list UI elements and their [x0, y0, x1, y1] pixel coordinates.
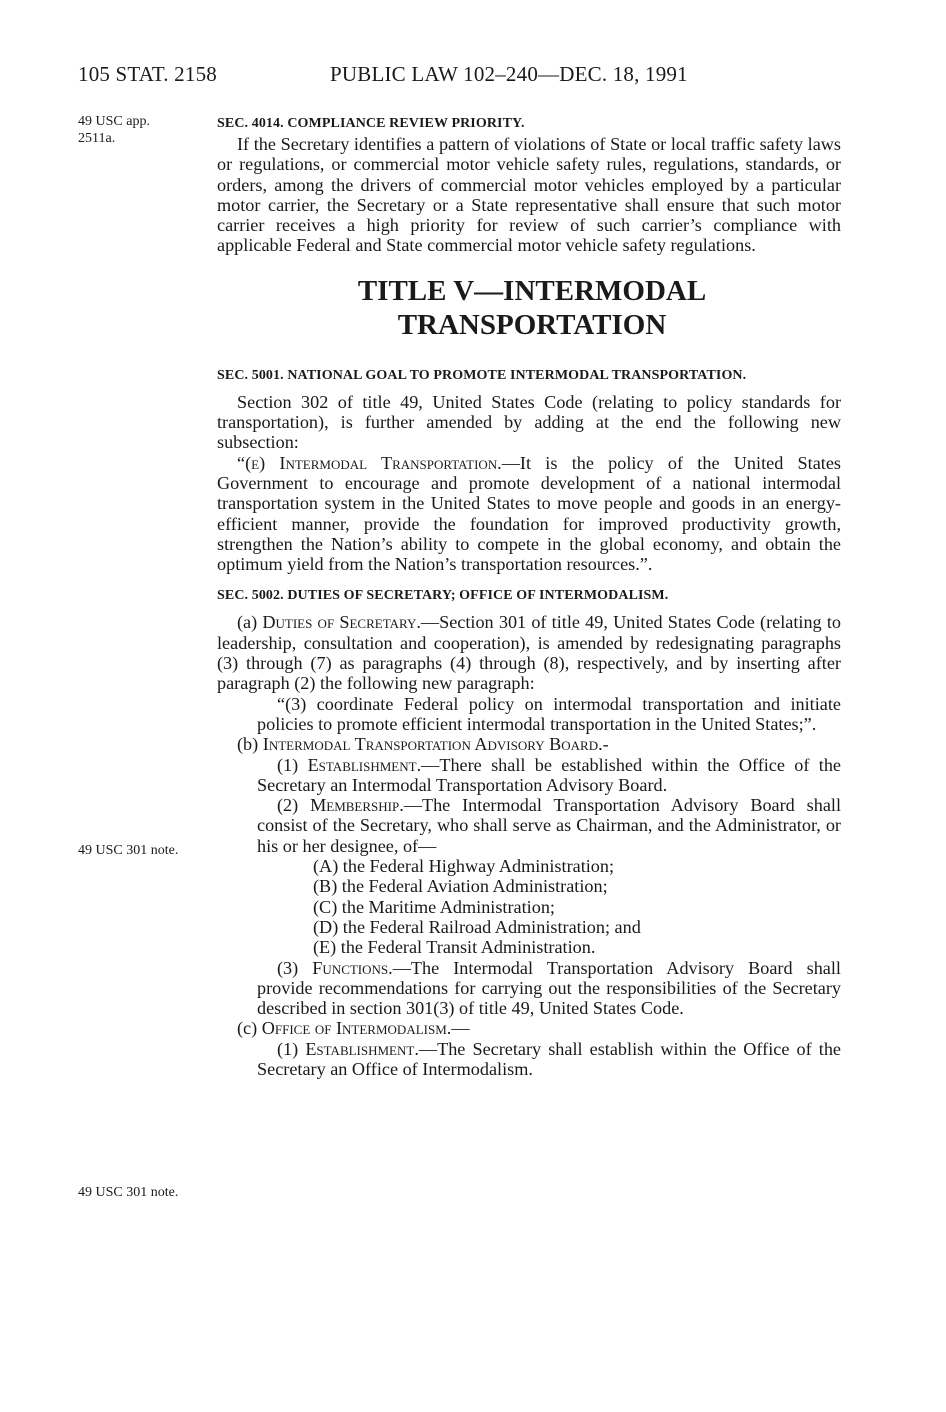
- paragraph-a3-text: “(3) coordinate Federal policy on intermodal transportation and initiate policies to promote efficient intermodal transportation in the United States;”.: [257, 693, 841, 734]
- paragraph-b3-label: Functions.: [312, 957, 393, 978]
- subsection-b-prefix: (b): [237, 734, 263, 755]
- subsection-c-suffix: —: [451, 1018, 470, 1039]
- subsection-c-prefix: (c): [237, 1018, 262, 1039]
- subsection-a-body: —Section 301 of title 49, United States Code (relating to leadership, consultation and cooperation), is amended by redesignating paragraphs (3) through (7) as paragraphs (4) through (8), respectively, and by inserting after paragraph (2) the following new paragraph:: [217, 612, 842, 694]
- list-item: (C) the Maritime Administration;: [313, 896, 555, 917]
- section-4014-text: If the Secretary identifies a pattern of violations of State or local traffic safety laws or regulations, or commercial motor vehicle safety rules, regulations, standards, or orders, among the drivers of commercial motor vehicles employed by a particular motor carrier, the Secretary or a State representative shall ensure that such motor carrier receives a high priority for review of such carrier’s compliance with applicable Federal and State commercial motor vehicle safety regulations.: [217, 134, 841, 256]
- section-4014-heading: SEC. 4014. COMPLIANCE REVIEW PRIORITY.: [217, 116, 525, 131]
- subsection-b-label: Intermodal Transportation Advisory Board.: [262, 734, 603, 755]
- paragraph-b3-text: [257, 958, 841, 1019]
- subsection-b-heading: [217, 734, 841, 754]
- page-header: [78, 62, 758, 92]
- paragraph-c1-label: Establishment.: [305, 1038, 419, 1059]
- subsection-e-body: —It is the policy of the United States Government to encourage and promote development of a national intermodal transportation system in the United States to move people and goods in an energy-efficient manner, provide the foundation for improved productivity growth, strengthen the Nation’s ability to compete in the global economy, and obtain the optimum yield from the Nation’s transportation resources.”.: [217, 452, 842, 575]
- title-v-heading: [217, 274, 841, 342]
- list-item: (E) the Federal Transit Administration.: [313, 937, 596, 958]
- margin-note-usc-301-c: 49 USC 301 note.: [78, 1185, 179, 1200]
- section-5002-heading: SEC. 5002. DUTIES OF SECRETARY; OFFICE OF INTERMODALISM.: [217, 588, 669, 604]
- paragraph-c1-text: [257, 1039, 841, 1080]
- document-body: [217, 114, 841, 1079]
- list-item: (D) the Federal Railroad Administration; and: [313, 916, 641, 937]
- subsection-c-label: Office of Intermodalism.: [261, 1018, 452, 1039]
- subsection-a-prefix: (a): [237, 612, 263, 633]
- margin-note-usc-app: 49 USC app. 2511a.: [78, 114, 150, 146]
- section-5001-text: Section 302 of title 49, United States Code (relating to policy standards for transportation), is further amended by adding at the end the following new subsection:: [217, 391, 841, 453]
- subsection-a-label: Duties of Secretary.: [262, 612, 421, 633]
- margin-note-usc-301-b: 49 USC 301 note.: [78, 843, 179, 858]
- subsection-c-heading: [217, 1018, 841, 1038]
- stat-page-number: 105 STAT. 2158: [78, 62, 217, 86]
- paragraph-c1-body: —The Secretary shall establish within the Office of the Secretary an Office of Intermodalism.: [257, 1038, 841, 1079]
- paragraph-b1-body: —There shall be established within the Office of the Secretary an Intermodal Transportation Advisory Board.: [257, 754, 841, 795]
- subsection-a-text: [217, 612, 841, 693]
- title-line-2: TRANSPORTATION: [397, 308, 667, 341]
- public-law-citation: PUBLIC LAW 102–240—DEC. 18, 1991: [330, 62, 688, 86]
- subsection-b-suffix: -: [602, 734, 609, 755]
- paragraph-b1-prefix: (1): [277, 754, 308, 775]
- paragraph-b1-label: Establishment.: [307, 754, 422, 775]
- paragraph-b2-body: —The Intermodal Transportation Advisory Board shall consist of the Secretary, who shall serve as Chairman, and the Administrator, or his or her designee, of—: [257, 795, 841, 856]
- paragraph-b1-text: [257, 755, 841, 796]
- section-5001-heading: SEC. 5001. NATIONAL GOAL TO PROMOTE INTERMODAL TRANSPORTATION.: [217, 367, 747, 383]
- paragraph-b3-prefix: (3): [277, 957, 313, 978]
- paragraph-b2-prefix: (2): [277, 795, 311, 816]
- paragraph-b2-text: [257, 795, 841, 856]
- list-item: (B) the Federal Aviation Administration;: [313, 876, 608, 897]
- title-line-1: TITLE V—INTERMODAL: [357, 274, 707, 307]
- paragraph-b2-label: Membership.: [310, 795, 404, 816]
- paragraph-c1-prefix: (1): [277, 1038, 306, 1059]
- subsection-e-text: [217, 453, 841, 575]
- paragraph-b3-body: —The Intermodal Transportation Advisory Board shall provide recommendations for carrying out the responsibilities of the Secretary described in section 301(3) of title 49, United States Code.: [257, 957, 841, 1019]
- subsection-e-label: “(e) Intermodal Transportation.: [237, 452, 502, 473]
- list-item: (A) the Federal Highway Administration;: [313, 856, 615, 877]
